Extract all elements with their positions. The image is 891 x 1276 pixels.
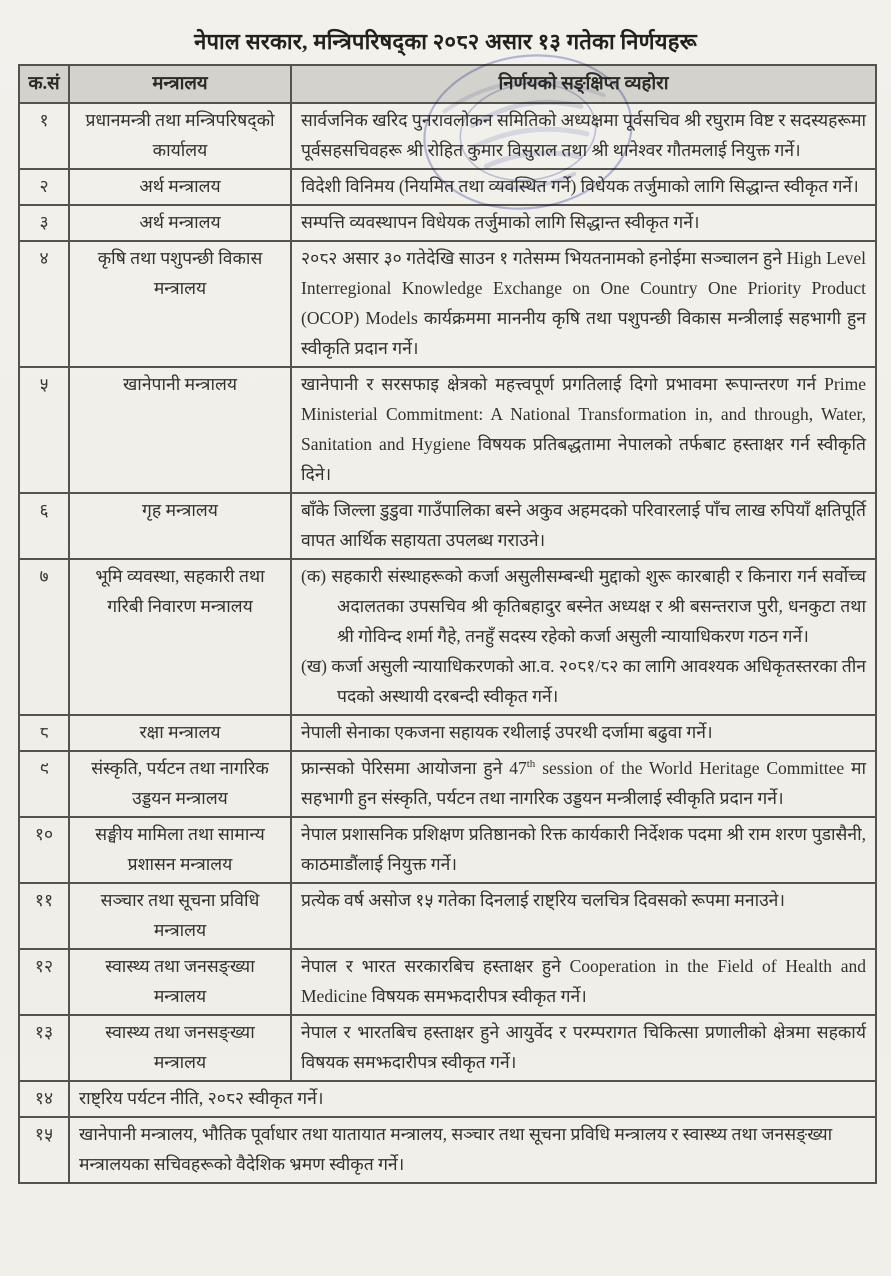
table-row: [19, 493, 876, 559]
cell-decision: प्रत्येक वर्ष असोज १५ गतेका दिनलाई राष्ट्रिय चलचित्र दिवसको रूपमा मनाउने।: [291, 883, 876, 949]
cell-decision: नेपाल प्रशासनिक प्रशिक्षण प्रतिष्ठानको रिक्त कार्यकारी निर्देशक पदमा श्री राम शरण पुडासैनी, काठमाडौंलाई नियुक्त गर्ने।: [291, 817, 876, 883]
cell-ministry: खानेपानी मन्त्रालय: [69, 367, 291, 493]
cell-decision: २०८२ असार ३० गतेदेखि साउन १ गतेसम्म भियतनामको हनोईमा सञ्चालन हुने High Level Interregional Knowledge Exchange on One Country One Priority Product (OCOP) Models कार्यक्रममा माननीय कृषि तथा पशुपन्छी विकास मन्त्रीलाई सहभागी हुन स्वीकृति प्रदान गर्ने।: [291, 241, 876, 367]
table-row: [19, 817, 876, 883]
table-row: [19, 1015, 876, 1081]
cell-serial-number: १५: [19, 1117, 69, 1183]
cell-serial-number: १२: [19, 949, 69, 1015]
table-row: [19, 559, 876, 715]
cell-serial-number: ९: [19, 751, 69, 817]
cell-decision: विदेशी विनिमय (नियमित तथा व्यवस्थित गर्ने) विधेयक तर्जुमाको लागि सिद्धान्त स्वीकृत गर्ने।: [291, 169, 876, 205]
table-row: [19, 883, 876, 949]
cell-ministry: अर्थ मन्त्रालय: [69, 205, 291, 241]
table-row: [19, 715, 876, 751]
column-header-decision: निर्णयको सङ्क्षिप्त व्यहोरा: [291, 65, 876, 103]
cell-decision: [291, 559, 876, 715]
cell-ministry: भूमि व्यवस्था, सहकारी तथा गरिबी निवारण मन्त्रालय: [69, 559, 291, 715]
table-row: [19, 949, 876, 1015]
table-row: [19, 367, 876, 493]
cell-serial-number: ८: [19, 715, 69, 751]
cell-serial-number: ४: [19, 241, 69, 367]
cell-serial-number: १४: [19, 1081, 69, 1117]
cell-decision: सम्पत्ति व्यवस्थापन विधेयक तर्जुमाको लागि सिद्धान्त स्वीकृत गर्ने।: [291, 205, 876, 241]
table-header-row: [19, 65, 876, 103]
cell-decision: नेपाल र भारत सरकारबिच हस्ताक्षर हुने Cooperation in the Field of Health and Medicine विषयक समझदारीपत्र स्वीकृत गर्ने।: [291, 949, 876, 1015]
table-body: [19, 103, 876, 1183]
cell-decision: बाँके जिल्ला डुडुवा गाउँपालिका बस्ने अकुव अहमदको परिवारलाई पाँच लाख रुपियाँ क्षतिपूर्ति वापत आर्थिक सहायता उपलब्ध गराउने।: [291, 493, 876, 559]
table-row: [19, 1081, 876, 1117]
cell-ministry: प्रधानमन्त्री तथा मन्त्रिपरिषद्को कार्यालय: [69, 103, 291, 169]
table-row: [19, 169, 876, 205]
decision-sub-item: (ख) कर्जा असुली न्यायाधिकरणको आ.व. २०८१/८२ का लागि आवश्यक अधिकृतस्तरका तीन पदको अस्थायी दरबन्दी स्वीकृत गर्ने।: [301, 656, 866, 706]
cell-serial-number: ११: [19, 883, 69, 949]
cell-ministry: रक्षा मन्त्रालय: [69, 715, 291, 751]
decision-sub-item: (क) सहकारी संस्थाहरूको कर्जा असुलीसम्बन्धी मुद्दाको शुरू कारबाही र किनारा गर्न सर्वोच्च अदालतका उपसचिव श्री कृतिबहादुर बस्नेत अध्यक्ष र श्री बसन्तराज पुरी, धनकुटा तथा श्री गोविन्द शर्मा गैहे, तनहुँ सदस्य रहेको कर्जा असुली न्यायाधिकरण गठन गर्ने।: [301, 566, 866, 646]
cell-serial-number: १३: [19, 1015, 69, 1081]
table-row: [19, 103, 876, 169]
table-row: [19, 205, 876, 241]
table-row: [19, 1117, 876, 1183]
cell-ministry: गृह मन्त्रालय: [69, 493, 291, 559]
cell-decision: खानेपानी मन्त्रालय, भौतिक पूर्वाधार तथा यातायात मन्त्रालय, सञ्चार तथा सूचना प्रविधि मन्त्रालय र स्वास्थ्य तथा जनसङ्ख्या मन्त्रालयका सचिवहरूको वैदेशिक भ्रमण स्वीकृत गर्ने।: [69, 1117, 876, 1183]
table-row: [19, 241, 876, 367]
cell-decision: नेपाल र भारतबिच हस्ताक्षर हुने आयुर्वेद र परम्परागत चिकित्सा प्रणालीको क्षेत्रमा सहकार्य विषयक समझदारीपत्र स्वीकृत गर्ने।: [291, 1015, 876, 1081]
cell-serial-number: ६: [19, 493, 69, 559]
cell-serial-number: १०: [19, 817, 69, 883]
cell-serial-number: ५: [19, 367, 69, 493]
cell-ministry: स्वास्थ्य तथा जनसङ्ख्या मन्त्रालय: [69, 949, 291, 1015]
cell-ministry: अर्थ मन्त्रालय: [69, 169, 291, 205]
table-row: [19, 751, 876, 817]
decisions-table: [18, 64, 877, 1184]
cell-serial-number: ७: [19, 559, 69, 715]
cell-ministry: सञ्चार तथा सूचना प्रविधि मन्त्रालय: [69, 883, 291, 949]
cell-decision: राष्ट्रिय पर्यटन नीति, २०८२ स्वीकृत गर्ने।: [69, 1081, 876, 1117]
page-title: नेपाल सरकार, मन्त्रिपरिषद्का २०८२ असार १३ गतेका निर्णयहरू: [194, 29, 697, 54]
cell-decision: सार्वजनिक खरिद पुनरावलोकन समितिको अध्यक्षमा पूर्वसचिव श्री रघुराम विष्ट र सदस्यहरूमा पूर्वसहसचिवहरू श्री रोहित कुमार विसुराल तथा श्री थानेश्वर गौतमलाई नियुक्त गर्ने।: [291, 103, 876, 169]
column-header-ministry: मन्त्रालय: [69, 65, 291, 103]
cell-serial-number: २: [19, 169, 69, 205]
cell-ministry: संस्कृति, पर्यटन तथा नागरिक उड्डयन मन्त्रालय: [69, 751, 291, 817]
cell-decision: खानेपानी र सरसफाइ क्षेत्रको महत्त्वपूर्ण प्रगतिलाई दिगो प्रभावमा रूपान्तरण गर्न Prime Ministerial Commitment: A National Transformation in, and through, Water, Sanitation and Hygiene विषयक प्रतिबद्धतामा नेपालको तर्फबाट हस्ताक्षर गर्न स्वीकृति दिने।: [291, 367, 876, 493]
cell-serial-number: १: [19, 103, 69, 169]
cell-decision: फ्रान्सको पेरिसमा आयोजना हुने 47th session of the World Heritage Committee मा सहभागी हुन संस्कृति, पर्यटन तथा नागरिक उड्डयन मन्त्रीलाई स्वीकृति प्रदान गर्ने।: [291, 751, 876, 817]
cell-ministry: कृषि तथा पशुपन्छी विकास मन्त्रालय: [69, 241, 291, 367]
cell-decision: नेपाली सेनाका एकजना सहायक रथीलाई उपरथी दर्जामा बढुवा गर्ने।: [291, 715, 876, 751]
cell-ministry: स्वास्थ्य तथा जनसङ्ख्या मन्त्रालय: [69, 1015, 291, 1081]
cell-serial-number: ३: [19, 205, 69, 241]
column-header-serial-number: क.सं: [19, 65, 69, 103]
cell-ministry: सङ्घीय मामिला तथा सामान्य प्रशासन मन्त्रालय: [69, 817, 291, 883]
